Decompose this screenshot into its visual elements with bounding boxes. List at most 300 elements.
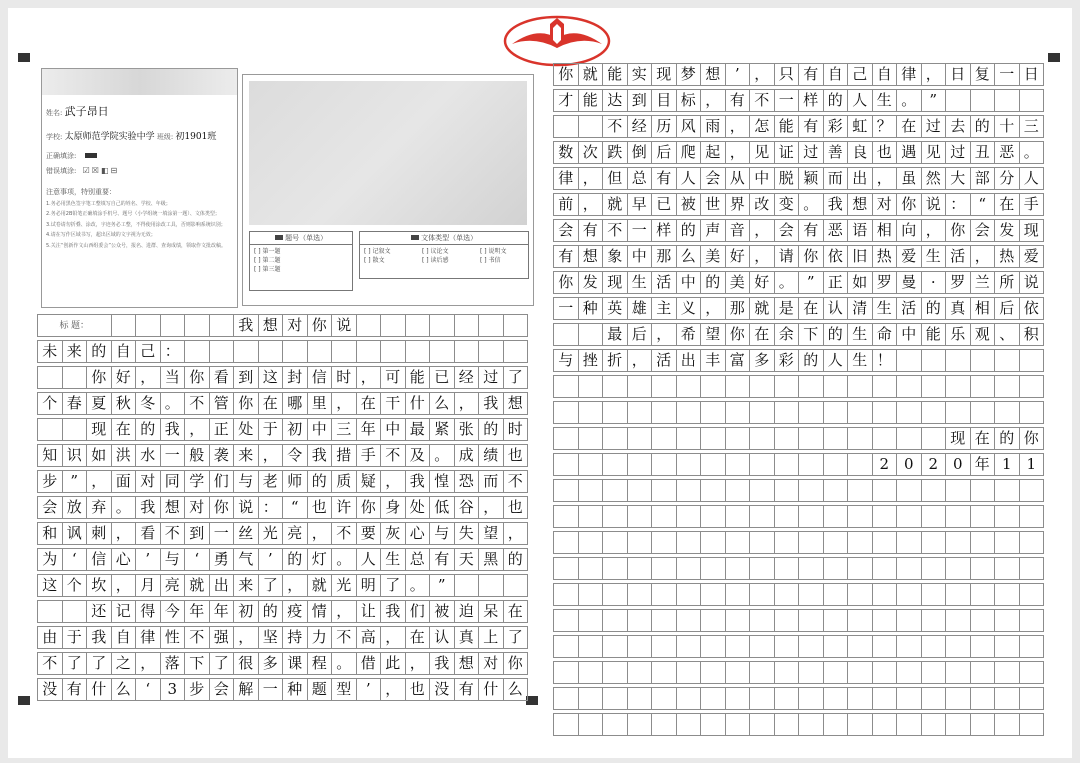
grid-cell <box>970 479 996 502</box>
grid-cell: 了 <box>503 626 529 649</box>
grid-cell <box>725 583 751 606</box>
grid-cell <box>774 635 800 658</box>
title-cell <box>429 314 455 337</box>
grid-cell: 得 <box>135 600 161 623</box>
grid-cell: 情 <box>307 600 333 623</box>
grid-cell <box>921 583 947 606</box>
grid-cell: 许 <box>331 496 357 519</box>
question-option[interactable]: [ ] 第一题 <box>254 248 281 255</box>
grid-cell: 虹 <box>847 115 873 138</box>
grid-cell: 。 <box>160 392 186 415</box>
grid-cell <box>676 479 702 502</box>
grid-cell <box>798 375 824 398</box>
grid-cell: 有 <box>578 219 604 242</box>
grid-cell: 过 <box>945 141 971 164</box>
grid-cell: 如 <box>86 444 112 467</box>
grid-cell: 改 <box>749 193 775 216</box>
grid-cell: 上 <box>478 626 504 649</box>
grid-cell: 在 <box>970 427 996 450</box>
grid-cell: 人 <box>823 349 849 372</box>
grid-cell: 已 <box>429 366 455 389</box>
grid-cell: 了 <box>503 366 529 389</box>
grid-cell: 迫 <box>454 600 480 623</box>
grid-cell <box>578 505 604 528</box>
grid-cell: 与 <box>429 522 455 545</box>
grid-cell: 们 <box>209 470 235 493</box>
grid-cell: 在 <box>503 600 529 623</box>
grid-cell: 说 <box>233 496 259 519</box>
grid-cell: 。 <box>798 193 824 216</box>
grid-cell: 义 <box>676 297 702 320</box>
grid-cell: 历 <box>651 115 677 138</box>
grid-cell <box>774 453 800 476</box>
grid-cell: 光 <box>331 574 357 597</box>
grid-cell <box>994 661 1020 684</box>
grid-cell <box>994 609 1020 632</box>
student-info-panel <box>41 68 238 308</box>
title-cell <box>454 314 480 337</box>
grid-cell <box>994 713 1020 736</box>
grid-cell <box>676 583 702 606</box>
note-item: 1.务必用黑色签字笔工整填写自己的姓名、学校、年级； <box>46 200 171 207</box>
grid-cell <box>798 453 824 476</box>
grid-cell <box>798 401 824 424</box>
grid-cell: 不 <box>331 522 357 545</box>
genre-option[interactable]: [ ] 读后感 <box>422 257 449 264</box>
grid-cell: 依 <box>823 245 849 268</box>
grid-cell <box>602 505 628 528</box>
grid-cell: 程 <box>307 652 333 675</box>
grid-cell: 挫 <box>578 349 604 372</box>
grid-cell: 是 <box>774 297 800 320</box>
grid-cell: 复 <box>970 63 996 86</box>
grid-cell <box>798 687 824 710</box>
grid-cell <box>553 479 579 502</box>
grid-cell <box>651 427 677 450</box>
grid-cell: 身 <box>380 496 406 519</box>
grid-cell: 处 <box>233 418 259 441</box>
grid-cell <box>578 583 604 606</box>
class-value: 初1901班 <box>175 132 217 142</box>
grid-cell <box>725 661 751 684</box>
grid-cell: 清 <box>847 297 873 320</box>
grid-cell <box>553 401 579 424</box>
grid-cell: 依 <box>1019 297 1045 320</box>
grid-cell: 生 <box>380 548 406 571</box>
grid-cell: 坎 <box>86 574 112 597</box>
grid-cell <box>627 687 653 710</box>
grid-cell: 经 <box>454 366 480 389</box>
grid-cell <box>602 427 628 450</box>
title-cell: 想 <box>258 314 284 337</box>
grid-cell: 才 <box>553 89 579 112</box>
grid-cell: 恶 <box>994 141 1020 164</box>
grid-cell: 曼 <box>896 271 922 294</box>
grid-cell: 爬 <box>676 141 702 164</box>
grid-cell: 的 <box>676 219 702 242</box>
grid-cell <box>578 323 604 346</box>
grid-cell: 见 <box>749 141 775 164</box>
grid-cell: 要 <box>356 522 382 545</box>
grid-cell: 恐 <box>454 470 480 493</box>
grid-cell: 那 <box>651 245 677 268</box>
grid-cell <box>774 375 800 398</box>
grid-cell <box>847 557 873 580</box>
grid-cell <box>553 375 579 398</box>
grid-cell <box>921 609 947 632</box>
grid-cell <box>896 661 922 684</box>
grid-cell <box>725 427 751 450</box>
grid-cell: 现 <box>86 418 112 441</box>
grid-cell: 声 <box>700 219 726 242</box>
grid-cell: 的 <box>307 470 333 493</box>
grid-cell <box>553 687 579 710</box>
grid-cell <box>651 661 677 684</box>
grid-cell <box>676 401 702 424</box>
grid-cell: 种 <box>282 678 308 701</box>
grid-cell: 也 <box>307 496 333 519</box>
grid-cell: 多 <box>258 652 284 675</box>
grid-cell <box>749 401 775 424</box>
grid-cell: 那 <box>725 297 751 320</box>
grid-cell <box>847 531 873 554</box>
name-label: 姓名: <box>46 109 63 117</box>
grid-cell <box>700 609 726 632</box>
grid-cell <box>553 713 579 736</box>
grid-cell: 去 <box>945 115 971 138</box>
grid-cell: 处 <box>405 496 431 519</box>
grid-cell <box>994 349 1020 372</box>
grid-cell: 0 <box>896 453 922 476</box>
grid-cell: 不 <box>602 219 628 242</box>
grid-cell: 现 <box>651 63 677 86</box>
school-label: 学校: <box>46 133 63 141</box>
grid-cell: 亮 <box>282 522 308 545</box>
school-value: 太原师范学院实验中学 <box>64 132 155 142</box>
grid-cell: 在 <box>994 193 1020 216</box>
grid-cell <box>921 427 947 450</box>
grid-cell: 罗 <box>945 271 971 294</box>
grid-cell: 想 <box>700 63 726 86</box>
grid-cell <box>945 713 971 736</box>
grid-cell: 有 <box>725 89 751 112</box>
grid-cell: ， <box>749 63 775 86</box>
grid-cell: ‘ <box>135 678 161 701</box>
grid-cell: 良 <box>847 141 873 164</box>
grid-cell: 心 <box>405 522 431 545</box>
grid-cell: 到 <box>233 366 259 389</box>
grid-cell: 自 <box>111 340 137 363</box>
grid-cell <box>627 713 653 736</box>
grid-cell: 灰 <box>380 522 406 545</box>
grid-cell <box>749 661 775 684</box>
grid-cell <box>578 635 604 658</box>
grid-cell: 十 <box>994 115 1020 138</box>
grid-cell <box>380 340 406 363</box>
grid-cell: 实 <box>627 63 653 86</box>
grid-cell <box>37 600 63 623</box>
grid-cell: 了 <box>62 652 88 675</box>
grid-cell: 在 <box>258 392 284 415</box>
grid-cell <box>700 557 726 580</box>
grid-cell: 有 <box>798 63 824 86</box>
grid-cell <box>651 583 677 606</box>
grid-cell <box>872 375 898 398</box>
grid-cell <box>627 427 653 450</box>
grid-cell <box>847 609 873 632</box>
grid-cell: 就 <box>307 574 333 597</box>
genre-option[interactable]: [ ] 散文 <box>364 257 385 264</box>
grid-cell <box>774 401 800 424</box>
grid-cell: 知 <box>37 444 63 467</box>
grid-cell: 人 <box>1019 167 1045 190</box>
grid-cell: ， <box>749 245 775 268</box>
grid-cell: 已 <box>651 193 677 216</box>
grid-cell <box>896 557 922 580</box>
grid-cell <box>602 687 628 710</box>
grid-cell: 高 <box>356 626 382 649</box>
grid-cell <box>553 609 579 632</box>
grid-cell <box>1019 687 1045 710</box>
grid-cell <box>994 583 1020 606</box>
correct-fill-label: 正确填涂: <box>46 152 77 160</box>
grid-cell: 我 <box>135 496 161 519</box>
grid-cell: 丰 <box>700 349 726 372</box>
grid-cell <box>921 557 947 580</box>
grid-cell <box>651 401 677 424</box>
grid-cell <box>700 505 726 528</box>
grid-cell: 一 <box>774 89 800 112</box>
grid-cell: 爱 <box>896 245 922 268</box>
grid-cell: 信 <box>86 548 112 571</box>
grid-cell: 相 <box>872 219 898 242</box>
grid-cell: 面 <box>111 470 137 493</box>
grid-cell: 出 <box>209 574 235 597</box>
grid-cell <box>700 375 726 398</box>
grid-cell <box>627 505 653 528</box>
grid-cell: 跌 <box>602 141 628 164</box>
grid-cell <box>847 375 873 398</box>
redacted-area <box>42 69 237 95</box>
grid-cell: ， <box>578 193 604 216</box>
genre-option[interactable]: [ ] 议论文 <box>422 248 449 255</box>
grid-cell: 你 <box>553 63 579 86</box>
grid-cell <box>553 661 579 684</box>
grid-cell <box>749 453 775 476</box>
grid-cell <box>676 609 702 632</box>
grid-cell <box>184 340 210 363</box>
grid-cell <box>725 479 751 502</box>
grid-cell: 亮 <box>160 574 186 597</box>
grid-cell <box>602 557 628 580</box>
grid-cell: 一 <box>209 522 235 545</box>
title-cell: 我 <box>233 314 259 337</box>
grid-cell <box>970 401 996 424</box>
grid-cell: 呆 <box>478 600 504 623</box>
grid-cell: 也 <box>872 141 898 164</box>
grid-cell: 在 <box>111 418 137 441</box>
grid-cell: 在 <box>896 115 922 138</box>
grid-cell: 最 <box>602 323 628 346</box>
grid-cell: 会 <box>970 219 996 242</box>
grid-cell: 紧 <box>429 418 455 441</box>
grid-cell: 一 <box>994 63 1020 86</box>
grid-cell: 的 <box>135 418 161 441</box>
grid-cell: 自 <box>823 63 849 86</box>
grid-cell: 样 <box>651 219 677 242</box>
grid-cell: 认 <box>823 297 849 320</box>
grid-cell: ， <box>380 626 406 649</box>
question-option[interactable]: [ ] 第二题 <box>254 257 281 264</box>
grid-cell: 个 <box>62 574 88 597</box>
grid-cell: 有 <box>798 115 824 138</box>
grid-cell: 能 <box>578 89 604 112</box>
grid-cell: 兰 <box>970 271 996 294</box>
grid-cell: 强 <box>209 626 235 649</box>
grid-cell <box>553 635 579 658</box>
grid-cell: 年 <box>209 600 235 623</box>
grid-cell <box>921 401 947 424</box>
grid-cell <box>233 340 259 363</box>
grid-cell <box>602 479 628 502</box>
grid-cell: 么 <box>111 678 137 701</box>
grid-cell <box>945 89 971 112</box>
grid-cell: 有 <box>454 678 480 701</box>
grid-cell: 的 <box>700 271 726 294</box>
question-option[interactable]: [ ] 第三题 <box>254 266 281 273</box>
grid-cell <box>478 574 504 597</box>
grid-cell: 你 <box>86 366 112 389</box>
grid-cell: ， <box>970 245 996 268</box>
grid-cell: 雄 <box>627 297 653 320</box>
grid-cell: 颖 <box>798 167 824 190</box>
grid-cell: 来 <box>62 340 88 363</box>
grid-cell <box>627 635 653 658</box>
grid-cell <box>1019 661 1045 684</box>
grid-cell <box>749 609 775 632</box>
grid-cell <box>725 609 751 632</box>
grid-cell: 中 <box>749 167 775 190</box>
grid-cell <box>798 427 824 450</box>
grid-cell <box>847 401 873 424</box>
grid-cell: 来 <box>233 444 259 467</box>
grid-cell: 失 <box>454 522 480 545</box>
grid-cell: 春 <box>62 392 88 415</box>
grid-cell <box>503 340 529 363</box>
grid-cell <box>429 340 455 363</box>
organizer-logo <box>502 14 612 68</box>
grid-cell <box>896 505 922 528</box>
grid-cell: 遇 <box>896 141 922 164</box>
grid-cell <box>823 505 849 528</box>
grid-cell: ， <box>872 167 898 190</box>
grid-cell: 而 <box>823 167 849 190</box>
grid-cell: 中 <box>380 418 406 441</box>
grid-cell: 手 <box>1019 193 1045 216</box>
grid-cell: 活 <box>651 271 677 294</box>
grid-cell <box>970 89 996 112</box>
grid-cell <box>847 479 873 502</box>
grid-cell: 雨 <box>700 115 726 138</box>
title-cell <box>478 314 504 337</box>
grid-cell: 我 <box>160 418 186 441</box>
grid-cell: 和 <box>37 522 63 545</box>
grid-cell: 恶 <box>823 219 849 242</box>
grid-cell <box>994 505 1020 528</box>
grid-cell: 请 <box>774 245 800 268</box>
grid-cell <box>945 479 971 502</box>
grid-cell: ， <box>135 366 161 389</box>
grid-cell: 步 <box>37 470 63 493</box>
grid-cell: 三 <box>1019 115 1045 138</box>
grid-cell <box>1019 479 1045 502</box>
grid-cell <box>553 115 579 138</box>
grid-cell: 2 <box>872 453 898 476</box>
grid-cell <box>896 635 922 658</box>
grid-cell: 后 <box>627 323 653 346</box>
grid-cell: 的 <box>86 340 112 363</box>
genre-header: 文体类型（单选） <box>421 234 478 242</box>
grid-cell <box>945 661 971 684</box>
grid-cell <box>774 531 800 554</box>
grid-cell: 热 <box>872 245 898 268</box>
grid-cell: ， <box>86 470 112 493</box>
grid-cell: ， <box>331 392 357 415</box>
grid-cell: 变 <box>774 193 800 216</box>
grid-cell: 弃 <box>86 496 112 519</box>
grid-cell: 的 <box>282 548 308 571</box>
grid-cell: 后 <box>651 141 677 164</box>
grid-cell: 生 <box>847 349 873 372</box>
grid-cell: 部 <box>970 167 996 190</box>
genre-option[interactable]: [ ] 说明文 <box>480 248 507 255</box>
genre-option[interactable]: [ ] 记叙文 <box>364 248 391 255</box>
grid-cell <box>896 375 922 398</box>
grid-cell: 人 <box>676 167 702 190</box>
grid-cell: 然 <box>921 167 947 190</box>
grid-cell <box>578 661 604 684</box>
grid-cell: 想 <box>578 245 604 268</box>
grid-cell <box>872 661 898 684</box>
grid-cell: 。 <box>111 496 137 519</box>
grid-cell <box>774 479 800 502</box>
grid-cell: ， <box>380 470 406 493</box>
grid-cell <box>503 574 529 597</box>
grid-cell: 管 <box>209 392 235 415</box>
grid-cell: 么 <box>429 392 455 415</box>
grid-cell <box>896 713 922 736</box>
grid-cell: ， <box>578 167 604 190</box>
grid-cell: 不 <box>380 444 406 467</box>
genre-select <box>359 231 529 279</box>
genre-option[interactable]: [ ] 书信 <box>480 257 501 264</box>
grid-cell: 会 <box>553 219 579 242</box>
grid-cell: 们 <box>405 600 431 623</box>
grid-cell <box>749 557 775 580</box>
grid-cell: 到 <box>627 89 653 112</box>
grid-cell <box>651 687 677 710</box>
grid-cell: 你 <box>725 323 751 346</box>
grid-cell: 生 <box>872 89 898 112</box>
grid-cell <box>37 366 63 389</box>
grid-cell: 乐 <box>945 323 971 346</box>
grid-cell <box>774 661 800 684</box>
grid-cell: 英 <box>602 297 628 320</box>
grid-cell: 日 <box>1019 63 1045 86</box>
grid-cell <box>872 505 898 528</box>
grid-cell <box>578 609 604 632</box>
grid-cell: 的 <box>970 115 996 138</box>
